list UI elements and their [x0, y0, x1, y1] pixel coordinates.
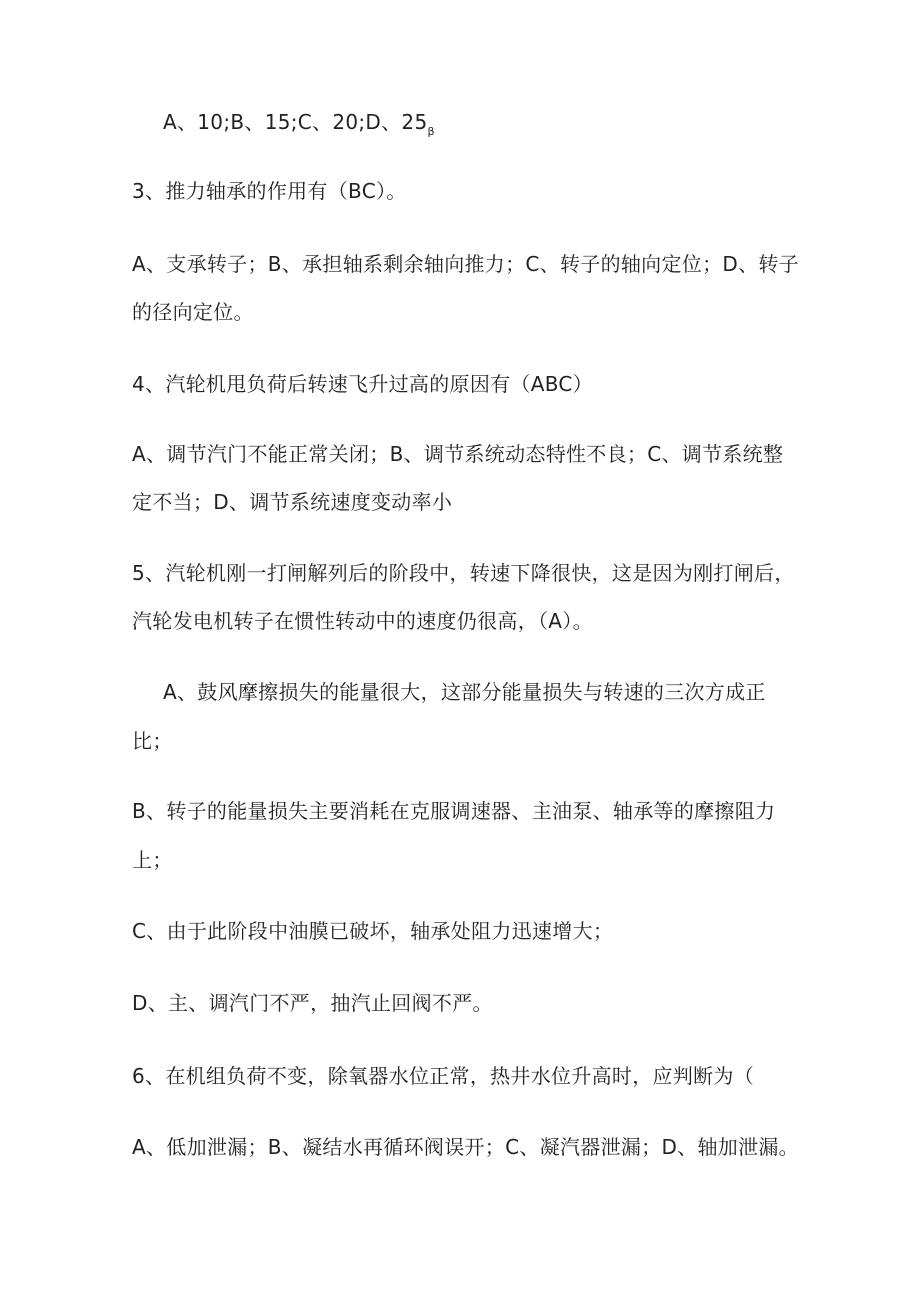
option-b-q5-line1: B、转子的能量损失主要消耗在克服调速器、主油泵、轴承等的摩擦阻力: [132, 799, 776, 823]
answer-options-q3-line2: 的径向定位。: [132, 300, 254, 324]
question-6: 6、在机组负荷不变，除氧器水位正常，热井水位升高时，应判断为（: [132, 1064, 755, 1088]
subscript-beta: β: [427, 125, 435, 138]
option-a-q5-line2: 比；: [132, 729, 173, 753]
answer-options-q6: A、低加泄漏；B、凝结水再循环阀误开；C、凝汽器泄漏；D、轴加泄漏。: [132, 1135, 799, 1159]
question-5-line1: 5、汽轮机刚一打闸解列后的阶段中，转速下降很快，这是因为刚打闸后，: [132, 561, 795, 585]
option-a-q5-line1: A、鼓风摩擦损失的能量很大，这部分能量损失与转速的三次方成正: [163, 680, 766, 704]
question-5-line2: 汽轮发电机转子在惯性转动中的速度仍很高，（A）。: [132, 609, 593, 633]
answer-options-q2: A、10;B、15;C、20;D、$25_\beta$: [163, 110, 435, 138]
answer-options-q4-line1: A、调节汽门不能正常关闭；B、调节系统动态特性不良；C、调节系统整: [132, 442, 784, 466]
answer-options-q4-line2: 定不当；D、调节系统速度变动率小: [132, 490, 453, 514]
option-c-q5: C、由于此阶段中油膜已破坏，轴承处阻力迅速增大；: [132, 919, 614, 943]
option-d-q5: D、主、调汽门不严，抽汽止回阀不严。: [132, 991, 493, 1015]
answer-options-q3-line1: A、支承转子；B、承担轴系剩余轴向推力；C、转子的轴向定位；D、转子: [132, 252, 799, 276]
option-b-q5-line2: 上；: [132, 848, 173, 872]
question-4: 4、汽轮机甩负荷后转速飞升过高的原因有（ABC）: [132, 372, 593, 396]
question-3: 3、推力轴承的作用有（BC）。: [132, 179, 407, 203]
